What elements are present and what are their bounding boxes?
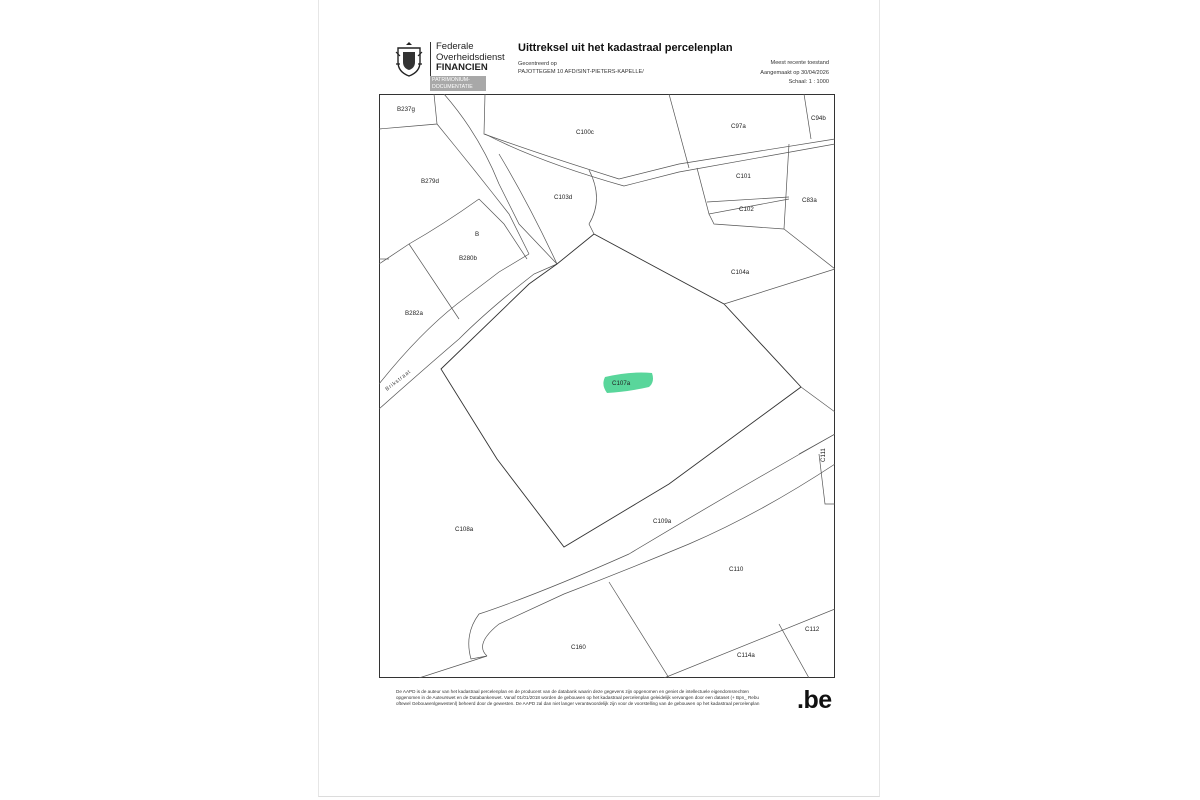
centered-label: Gecentreerd op — [518, 61, 557, 67]
patrimonium-line2: DOCUMENTATIE — [432, 83, 473, 90]
parcel-label: B — [475, 231, 480, 238]
parcel-label: C111 — [820, 448, 827, 462]
parcel-label: B280b — [459, 255, 477, 262]
disclaimer-text: De AAPD is de auteur van het kadastraal percelenplan en de producent van de databank waarin deze gegevens zijn opgenomen en geniet de intellectuele eigendomsrechten opgenomen in de Auteurswet en de Databankenwet. Vanaf 01/01/2018 worden de gebouwen op het kadastraal percelenplan geleidelijk vervangen door een dataset (+ Bpn_ Rebu oftewel Gebouwenlgewestenl) beheerd door de gewesten. De AAPD zal dan niet langer verantwoordelijk zijn voor de voorstelling van de gebouwen op het kadastraal percelenplan — [396, 689, 760, 707]
parcel-label: C108a — [455, 526, 474, 533]
created-date: Aangemaakt op 30/04/2026 — [760, 69, 829, 76]
scale-text: Schaal: 1 : 1000 — [788, 79, 829, 85]
agency-name — [436, 42, 505, 74]
parcel-label: C103d — [554, 194, 573, 201]
parcel-label: C112 — [805, 626, 820, 633]
parcel-label: C110 — [729, 566, 744, 573]
parcel-label: C101 — [736, 173, 751, 180]
parcel-label: B237g — [397, 106, 415, 113]
parcel-label: C107a — [612, 380, 631, 387]
agency-line3: FINANCIEN — [436, 62, 488, 73]
parcel-label: B279d — [421, 178, 439, 185]
agency-line1: Federale — [436, 41, 474, 52]
state-text: Meest recente toestand — [770, 60, 829, 66]
patrimonium-badge — [430, 76, 486, 91]
patrimonium-line1: PATRIMONIUM- — [432, 77, 470, 83]
parcel-label: C94b — [811, 115, 826, 122]
cadastral-map — [379, 94, 835, 678]
parcel-label: B282a — [405, 310, 423, 317]
parcel-label: C160 — [571, 644, 586, 651]
centered-value: PAJOTTEGEM 10 AFD/SINT-PIETERS-KAPELLE/ — [518, 69, 644, 75]
plan-meta — [760, 59, 829, 88]
belgian-crest-icon — [394, 42, 424, 78]
parcel-label: C97a — [731, 123, 746, 130]
logo-divider — [430, 42, 431, 76]
be-logo: .be — [797, 686, 832, 714]
document-title: Uittreksel uit het kadastraal percelenplan — [518, 42, 733, 54]
parcel-label: C83a — [802, 197, 817, 204]
parcel-label: C114a — [737, 652, 755, 659]
fod-logo — [394, 38, 505, 96]
agency-line2: Overheidsdienst — [436, 51, 505, 63]
parcel-label: C109a — [653, 518, 672, 525]
parcel-label: C102 — [739, 206, 754, 213]
parcel-label: C100c — [576, 129, 594, 136]
parcel-label: C104a — [731, 269, 750, 276]
street-label: Brikstraat — [384, 368, 413, 393]
